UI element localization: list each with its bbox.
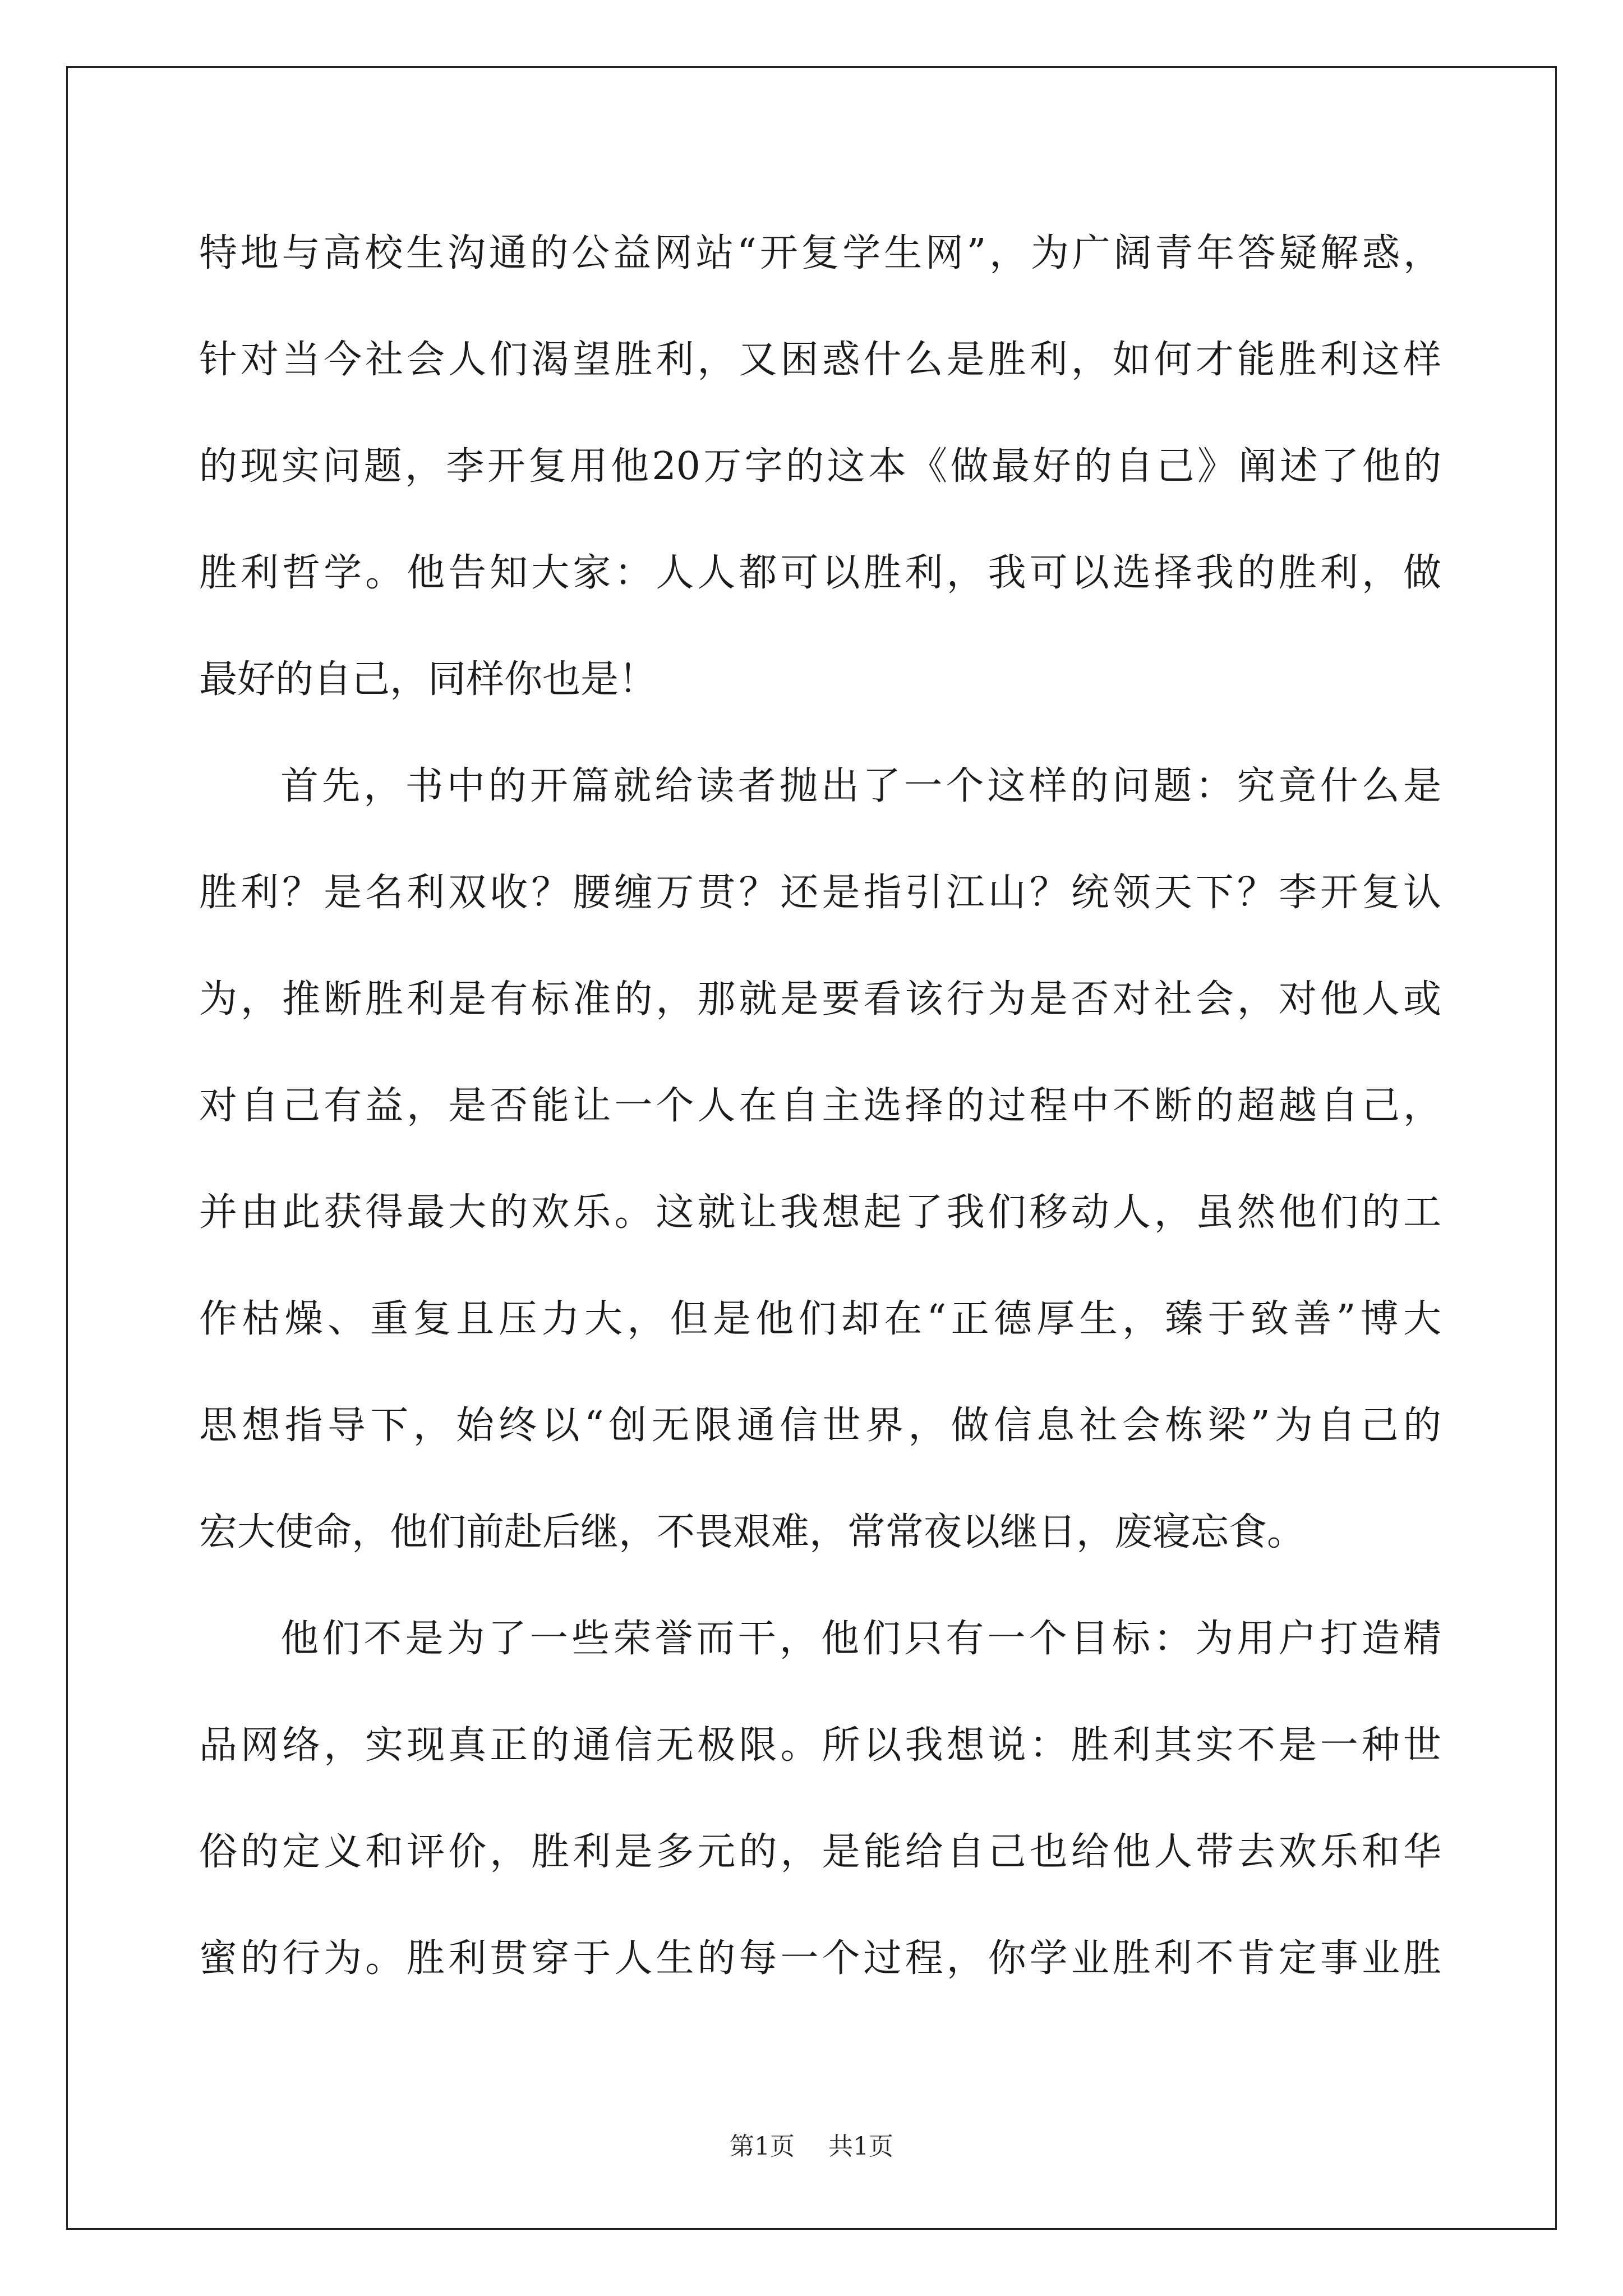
text-line-2: 针对当今社会人们渴望胜利，又困惑什么是胜利，如何才能胜利这样 [199,338,1441,382]
text-line-13: 宏大使命，他们前赴后继，不畏艰难，常常夜以继日，废寝忘食。 [199,1510,1306,1554]
text-line-6: 首先，书中的开篇就给读者抛出了一个这样的问题：究竟什么是 [280,764,1441,808]
text-line-15: 品网络，实现真正的通信无极限。所以我想说：胜利其实不是一种世 [199,1723,1441,1768]
text-line-10: 并由此获得最大的欢乐。这就让我想起了我们移动人，虽然他们的工 [199,1190,1441,1235]
text-line-16: 俗的定义和评价，胜利是多元的，是能给自己也给他人带去欢乐和华 [199,1830,1441,1874]
text-line-8: 为，推断胜利是有标准的，那就是要看该行为是否对社会，对他人或 [199,977,1441,1022]
text-line-17: 蜜的行为。胜利贯穿于人生的每一个过程，你学业胜利不肯定事业胜 [199,1936,1441,1981]
text-line-7: 胜利？是名利双收？腰缠万贯？还是指引江山？统领天下？李开复认 [199,871,1441,915]
text-line-12: 思想指导下，始终以“创无限通信世界，做信息社会栋梁”为自己的 [199,1404,1441,1448]
text-line-1: 特地与高校生沟通的公益网站“开复学生网”，为广阔青年答疑解惑， [199,231,1441,275]
text-line-11: 作枯燥、重复且压力大，但是他们却在“正德厚生，臻于致善”博大 [199,1297,1441,1341]
text-line-3: 的现实问题，李开复用他20万字的这本《做最好的自己》阐述了他的 [199,444,1441,489]
text-line-14: 他们不是为了一些荣誉而干，他们只有一个目标：为用户打造精 [280,1617,1441,1661]
text-line-9: 对自己有益，是否能让一个人在自主选择的过程中不断的超越自己， [199,1084,1441,1128]
page-total: 共1页 [828,2132,893,2161]
text-line-4: 胜利哲学。他告知大家：人人都可以胜利，我可以选择我的胜利，做 [199,551,1441,595]
page-number: 第1页 [730,2132,795,2161]
text-line-5: 最好的自己，同样你也是！ [199,657,657,702]
document-body [199,200,1441,2012]
page-footer [0,2126,1623,2162]
